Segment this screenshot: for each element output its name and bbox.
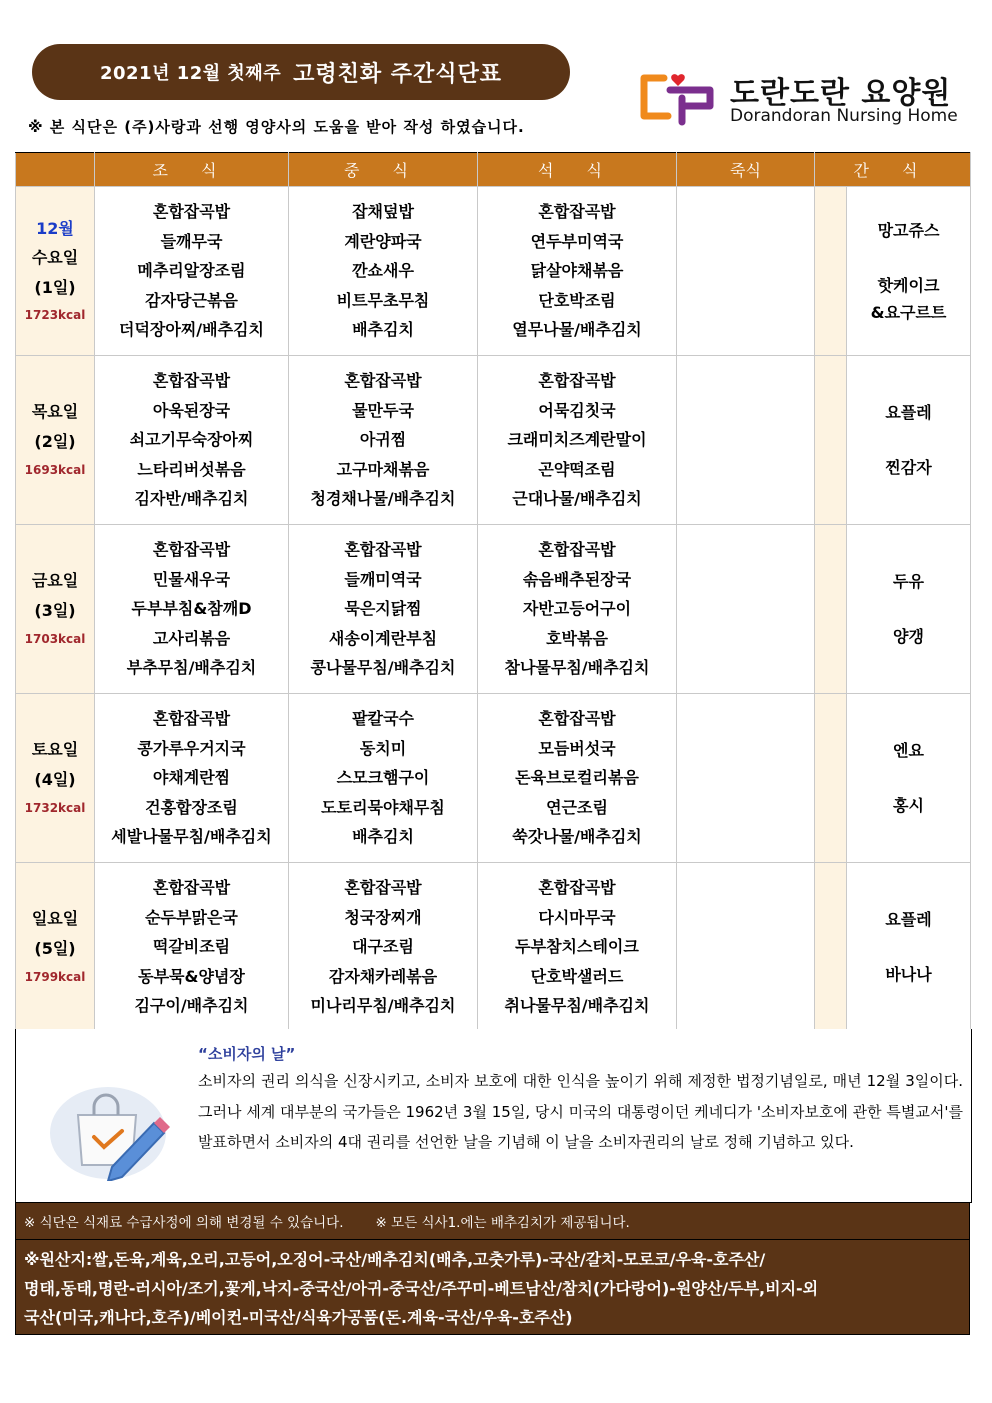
menu-item: 도토리묵야채무침 — [321, 797, 445, 817]
menu-item: 혼합잡곡밥 — [344, 540, 422, 560]
menu-item: 혼합잡곡밥 — [538, 202, 616, 222]
porridge-cell — [677, 525, 815, 694]
menu-item: 묵은지닭찜 — [344, 599, 422, 619]
logo-name-english: Dorandoran Nursing Home — [730, 106, 958, 126]
weekday-label: 목요일 — [31, 402, 79, 422]
snack-cell — [847, 525, 971, 694]
dinner-cell — [478, 863, 677, 1032]
lunch-cell — [289, 525, 478, 694]
snack-item: 홍시 — [893, 796, 924, 815]
weekday-label: 일요일 — [31, 909, 79, 929]
breakfast-cell — [95, 863, 289, 1032]
menu-item: 근대나물/배추김치 — [512, 489, 642, 509]
menu-item: 혼합잡곡밥 — [152, 202, 231, 222]
menu-item: 느타리버섯볶음 — [137, 459, 246, 479]
lunch-cell — [289, 356, 478, 525]
info-text: 소비자의 권리 의식을 신장시키고, 소비자 보호에 대한 인식을 높이기 위해 제정한 법정기념일로, 매년 12월 3일이다. 그러나 세계 대부분의 국가들은 1962년 3월 15일, 당시 미국의 대통령이던 케네디가 '소비자보호에 관한 특별교서'를 발표하면서 소비자의 4대 권리를 선언한 날을 기념해 이 날을 소비자권리의 날로 정해 기념하고 있다. — [198, 1072, 963, 1151]
menu-item: 열무나물/배추김치 — [512, 320, 642, 340]
note-kimchi: ※ 모든 식사1.에는 배추김치가 제공됩니다. — [375, 1215, 630, 1231]
porridge-cell — [677, 356, 815, 525]
day-cell — [16, 356, 95, 525]
menu-item: 아귀찜 — [359, 430, 407, 450]
menu-item: 동부묵&양념장 — [138, 966, 245, 986]
snack-spacer — [815, 694, 847, 863]
menu-item: 고구마채볶음 — [336, 459, 430, 479]
snack-item: 요플레 — [885, 403, 932, 422]
menu-item: 들깨미역국 — [344, 569, 422, 589]
menu-item: 두부참치스테이크 — [515, 937, 639, 957]
info-box — [15, 1029, 972, 1203]
breakfast-cell — [95, 694, 289, 863]
day-cell — [16, 525, 95, 694]
day-cell — [16, 694, 95, 863]
date-label: (1일) — [34, 277, 76, 297]
snack-gap — [847, 595, 970, 623]
date-label: (3일) — [34, 601, 76, 620]
snack-spacer — [815, 356, 847, 525]
porridge-cell — [677, 187, 815, 356]
menu-item: 대구조림 — [352, 937, 414, 957]
lunch-cell — [289, 187, 478, 356]
menu-item: 순두부맑은국 — [145, 907, 238, 927]
menu-item: 혼합잡곡밥 — [538, 878, 616, 898]
menu-item: 계란양파국 — [344, 231, 422, 251]
menu-item: 호박볶음 — [546, 628, 608, 648]
origin-line: ※원산지:쌀,돈육,계육,오리,고등어,오징어-국산/배추김치(배추,고춧가루)-국산/갈치-모로코/우육-호주산/ — [24, 1250, 766, 1269]
menu-item: 청국장찌개 — [344, 907, 422, 927]
logo-mark-icon — [640, 72, 716, 126]
menu-item: 크래미치즈계란말이 — [507, 430, 647, 450]
menu-item: 단호박샐러드 — [530, 966, 624, 986]
menu-item: 모듬버섯국 — [538, 738, 616, 758]
menu-item: 다시마무국 — [538, 907, 616, 927]
dinner-cell — [478, 356, 677, 525]
origin-line: 명태,동태,명란-러시아/조기,꽃게,낙지-중국산/아귀-중국산/주꾸미-베트남산/참치(가다랑어)-원양산/두부,비지-외 — [24, 1279, 819, 1298]
meal-table — [15, 152, 971, 1032]
kcal-label: 1703kcal — [24, 631, 86, 646]
table-row — [16, 356, 971, 525]
menu-item: 닭살야채볶음 — [530, 261, 624, 281]
menu-item: 연근조림 — [546, 797, 608, 817]
lunch-cell — [289, 694, 478, 863]
snack-gap — [847, 244, 970, 272]
menu-item: 떡갈비조림 — [152, 937, 231, 957]
menu-item: 감자채카레볶음 — [328, 966, 438, 986]
title-banner — [32, 44, 570, 100]
menu-item: 비트무초무침 — [336, 290, 430, 310]
snack-cell — [847, 863, 971, 1032]
menu-item: 두부부침&참깨D — [131, 599, 252, 619]
header-porridge: 죽식 — [677, 153, 815, 187]
menu-item: 배추김치 — [352, 827, 414, 847]
menu-item: 들깨무국 — [160, 231, 223, 251]
menu-item: 혼합잡곡밥 — [344, 878, 422, 898]
dinner-cell — [478, 694, 677, 863]
logo — [640, 66, 980, 130]
porridge-cell — [677, 694, 815, 863]
menu-item: 콩가루우거지국 — [137, 738, 246, 758]
snack-item: 찐감자 — [885, 458, 932, 477]
snack-item: 양갱 — [893, 627, 924, 646]
snack-gap — [847, 426, 970, 454]
header-breakfast: 조 식 — [95, 153, 289, 187]
menu-item: 참나물무침/배추김치 — [504, 658, 650, 678]
weekday-label: 수요일 — [31, 248, 79, 268]
snack-item: 망고쥬스 — [877, 220, 940, 240]
menu-item: 쇠고기무숙장아찌 — [129, 430, 254, 450]
date-label: (5일) — [34, 939, 76, 958]
snack-item: 두유 — [893, 572, 924, 591]
snack-gap — [847, 933, 970, 961]
menu-item: 콩나물무침/배추김치 — [310, 658, 456, 678]
notes-bar — [15, 1202, 970, 1240]
menu-item: 새송이계란부침 — [328, 628, 438, 648]
menu-item: 혼합잡곡밥 — [538, 371, 616, 391]
origin-bar — [15, 1240, 970, 1335]
note-menu-change: ※ 식단은 식재료 수급사정에 의해 변경될 수 있습니다. — [24, 1215, 344, 1231]
menu-item: 혼합잡곡밥 — [152, 371, 231, 391]
title-date: 2021년 12월 첫째주 — [99, 63, 282, 84]
header-lunch: 중 식 — [289, 153, 478, 187]
menu-item: 청경채나물/배추김치 — [310, 489, 456, 509]
shopping-bag-pencil-icon — [46, 1071, 186, 1181]
menu-item: 미나리무침/배추김치 — [310, 996, 456, 1016]
menu-item: 더덕장아찌/배추김치 — [119, 320, 264, 340]
table-row — [16, 694, 971, 863]
snack-spacer — [815, 187, 847, 356]
logo-name-korean: 도란도란 요양원 — [730, 76, 952, 111]
menu-item: 팥칼국수 — [352, 709, 414, 729]
menu-item: 솎음배추된장국 — [522, 569, 632, 589]
menu-item: 배추김치 — [352, 320, 414, 340]
kcal-label: 1723kcal — [24, 308, 86, 323]
menu-item: 민물새우국 — [152, 569, 231, 589]
menu-item: 혼합잡곡밥 — [152, 540, 231, 560]
menu-item: 야채계란찜 — [152, 768, 231, 788]
info-title: “소비자의 날” — [198, 1045, 296, 1063]
menu-item: 혼합잡곡밥 — [344, 371, 422, 391]
notice-text: ※ 본 식단은 (주)사랑과 선행 영양사의 도움을 받아 작성 하였습니다. — [28, 118, 525, 136]
menu-item: 김구이/배추김치 — [134, 996, 249, 1016]
snack-item: 바나나 — [885, 965, 932, 984]
menu-item: 혼합잡곡밥 — [538, 709, 616, 729]
menu-item: 물만두국 — [352, 400, 414, 420]
weekday-label: 금요일 — [31, 571, 79, 591]
menu-item: 혼합잡곡밥 — [152, 878, 231, 898]
title-main: 고령친화 주간식단표 — [293, 61, 503, 87]
menu-item: 혼합잡곡밥 — [152, 709, 231, 729]
menu-item: 쑥갓나물/배추김치 — [512, 827, 642, 847]
day-cell — [16, 187, 95, 356]
menu-item: 어묵김칫국 — [538, 400, 616, 420]
snack-spacer — [815, 863, 847, 1032]
header-snack: 간 식 — [815, 153, 971, 187]
menu-item: 스모크햄구이 — [336, 768, 430, 788]
menu-item: 세발나물무침/배추김치 — [111, 827, 272, 847]
date-label: (2일) — [34, 432, 76, 451]
month-label: 12월 — [36, 218, 74, 238]
porridge-cell — [677, 863, 815, 1032]
menu-item: 연두부미역국 — [530, 231, 624, 251]
menu-item: 곤약떡조림 — [538, 459, 616, 479]
header-blank — [16, 153, 95, 187]
snack-item: 핫케이크 &요구르트 — [870, 275, 947, 322]
menu-item: 아욱된장국 — [152, 400, 231, 420]
breakfast-cell — [95, 187, 289, 356]
menu-item: 고사리볶음 — [152, 628, 231, 648]
breakfast-cell — [95, 525, 289, 694]
lunch-cell — [289, 863, 478, 1032]
snack-cell — [847, 356, 971, 525]
origin-line: 국산(미국,캐나다,호주)/베이컨-미국산/식육가공품(돈.계육-국산/우육-호주산) — [24, 1308, 573, 1327]
kcal-label: 1732kcal — [24, 800, 86, 815]
dinner-cell — [478, 187, 677, 356]
snack-item: 요플레 — [885, 910, 932, 929]
kcal-label: 1799kcal — [24, 969, 86, 984]
table-header-row — [16, 153, 971, 187]
kcal-label: 1693kcal — [24, 462, 86, 477]
menu-item: 동치미 — [359, 738, 407, 758]
snack-cell — [847, 694, 971, 863]
weekday-label: 토요일 — [31, 740, 79, 760]
header-dinner: 석 식 — [478, 153, 677, 187]
menu-item: 깐쇼새우 — [352, 261, 414, 281]
day-cell — [16, 863, 95, 1032]
snack-spacer — [815, 525, 847, 694]
date-label: (4일) — [34, 770, 76, 789]
menu-item: 감자당근볶음 — [145, 290, 238, 310]
table-row — [16, 863, 971, 1032]
menu-item: 건홍합장조림 — [145, 797, 238, 817]
menu-item: 취나물무침/배추김치 — [504, 996, 650, 1016]
menu-item: 김자반/배추김치 — [134, 489, 249, 509]
menu-item: 단호박조림 — [538, 290, 616, 310]
snack-gap — [847, 764, 970, 792]
menu-item: 혼합잡곡밥 — [538, 540, 616, 560]
menu-item: 부추무침/배추김치 — [126, 658, 257, 678]
menu-item: 잡채덮밥 — [352, 202, 414, 222]
dinner-cell — [478, 525, 677, 694]
table-row — [16, 525, 971, 694]
menu-item: 메추리알장조림 — [137, 261, 246, 281]
breakfast-cell — [95, 356, 289, 525]
table-row — [16, 187, 971, 356]
menu-item: 돈육브로컬리볶음 — [515, 768, 639, 788]
snack-cell — [847, 187, 971, 356]
menu-item: 자반고등어구이 — [522, 599, 632, 619]
snack-item: 엔요 — [893, 741, 924, 760]
